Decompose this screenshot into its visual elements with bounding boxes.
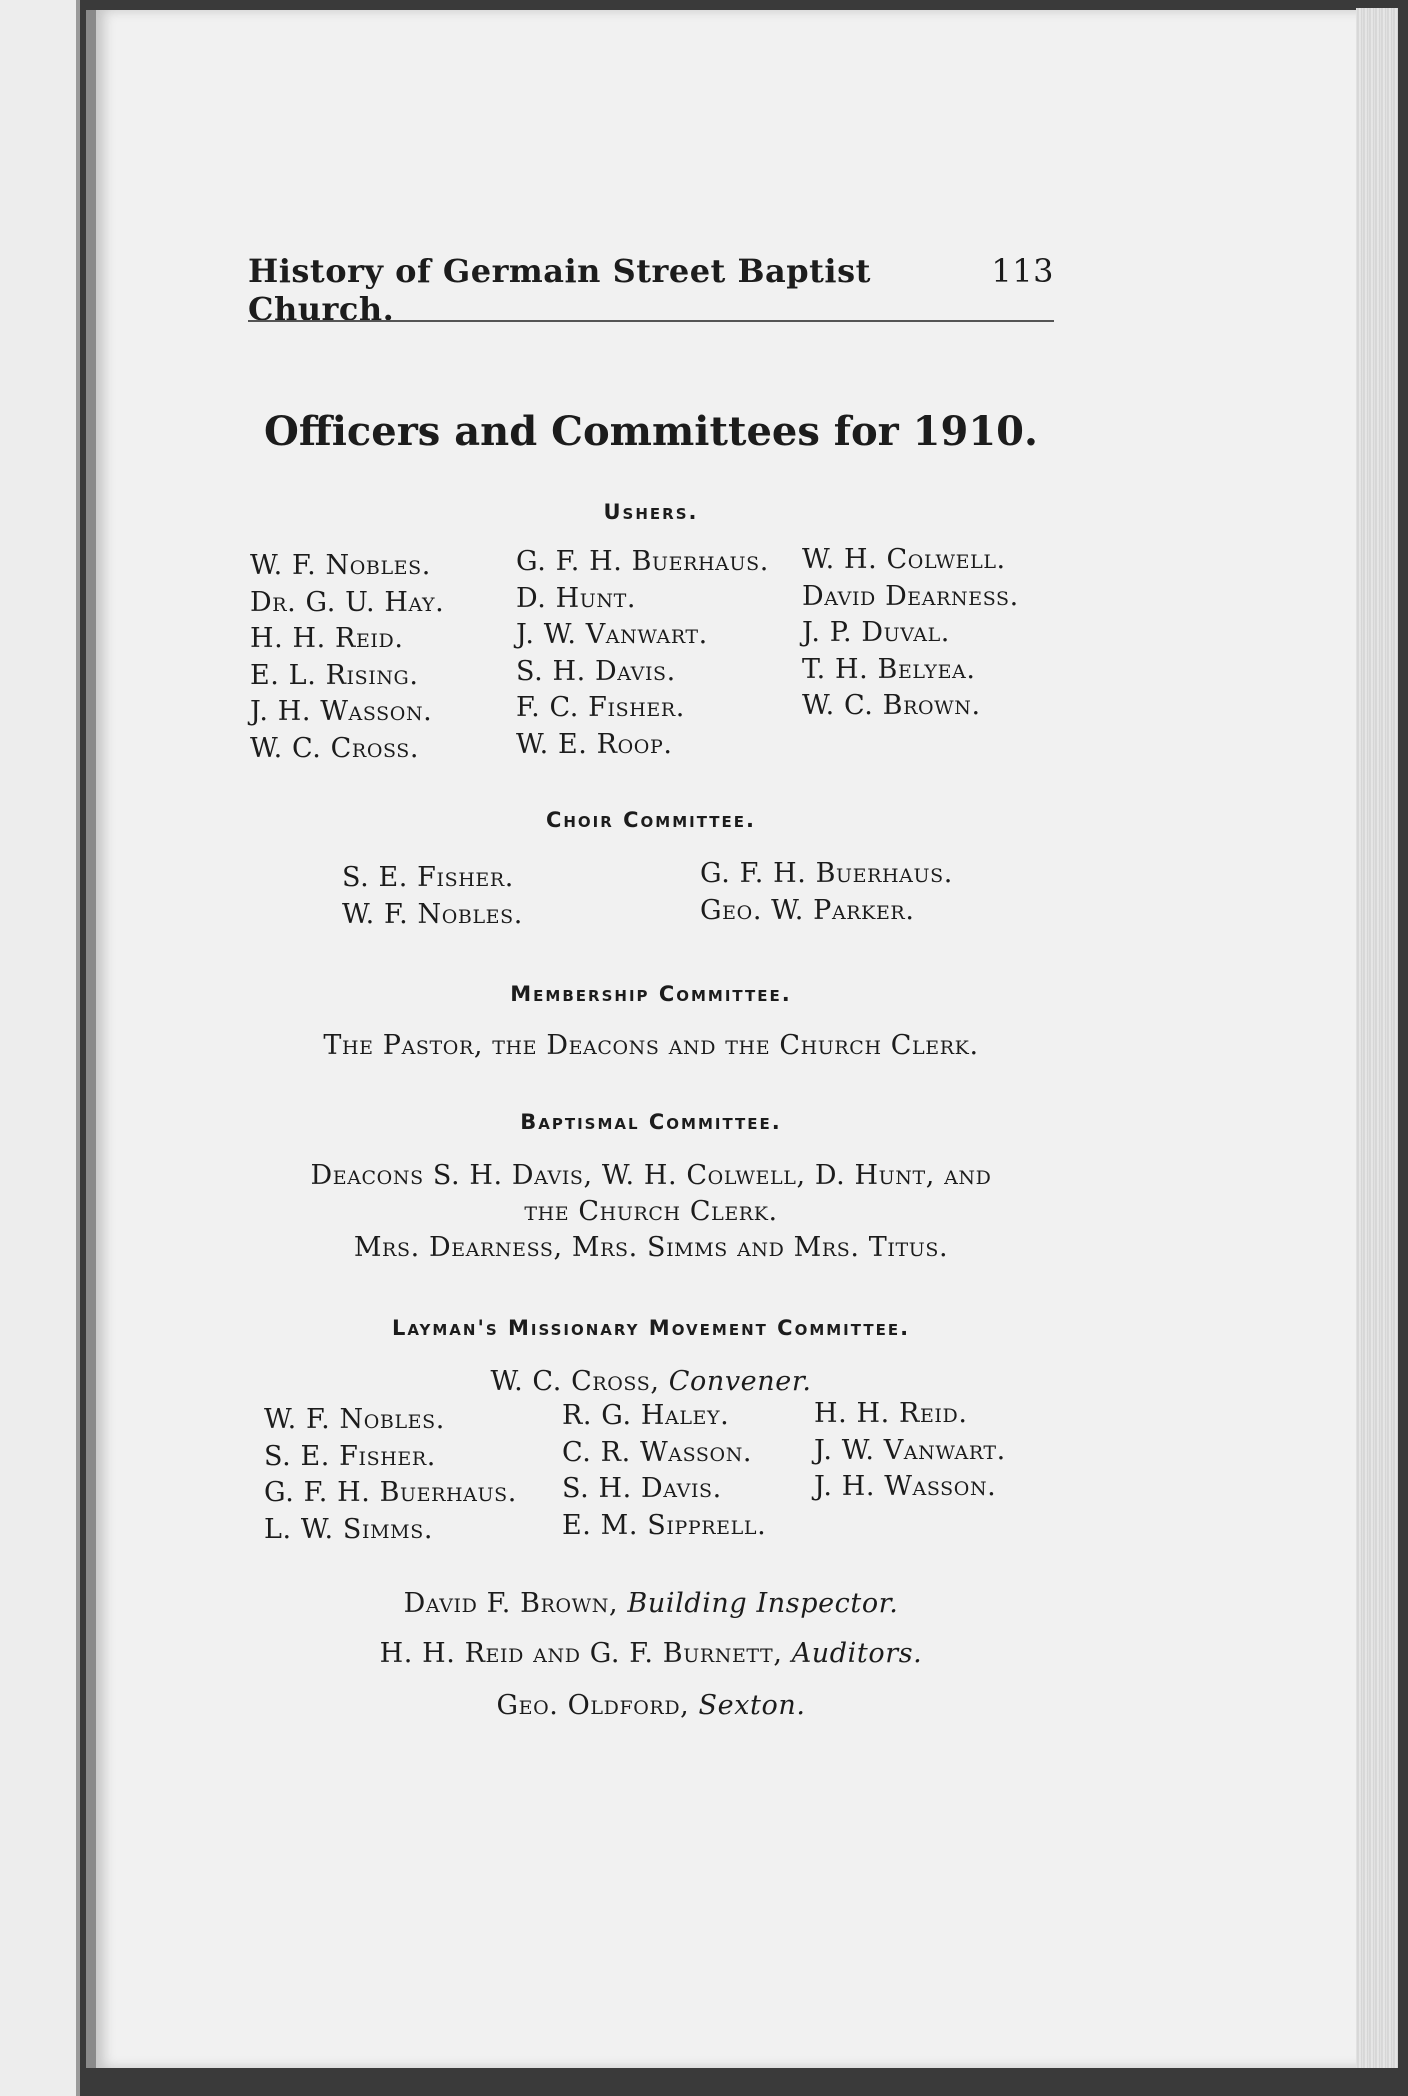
ushers-heading: Ushers. [603, 500, 699, 524]
list-item: F. C. Fisher. [516, 692, 685, 723]
list-item: W. C. Cross. [250, 732, 420, 764]
list-item: L. W. Simms. [264, 1513, 434, 1545]
list-item: W. E. Roop. [516, 728, 673, 760]
list-item: E. M. Sipprell. [562, 1509, 767, 1541]
laymans-column-1 [264, 1402, 517, 1548]
auditors-names: H. H. Reid and G. F. Burnett, [379, 1638, 783, 1669]
list-item: J. P. Duval. [802, 617, 950, 648]
convener-line [248, 1366, 1054, 1397]
auditors-line [248, 1638, 1054, 1669]
ushers-column-3 [802, 542, 1019, 725]
convener-role: Convener. [668, 1366, 812, 1397]
header-rule [248, 320, 1054, 322]
list-item: D. Hunt. [516, 582, 637, 614]
baptismal-heading: Baptismal Committee. [520, 1110, 782, 1134]
running-head-title: History of Germain Street Baptist Church. [248, 252, 871, 328]
list-item: T. H. Belyea. [802, 653, 976, 685]
running-head [248, 252, 1054, 328]
choir-column-2 [700, 856, 953, 929]
list-item: G. F. H. Buerhaus. [264, 1477, 517, 1508]
sexton-role: Sexton. [698, 1690, 806, 1721]
sexton-line [248, 1690, 1054, 1721]
list-item: S. E. Fisher. [342, 862, 514, 893]
list-item: Geo. W. Parker. [700, 894, 915, 926]
list-item: J. H. Wasson. [814, 1471, 997, 1502]
membership-members: The Pastor, the Deacons and the Church Clerk. [323, 1030, 979, 1061]
list-item: J. H. Wasson. [250, 696, 433, 727]
list-item: Dr. G. U. Hay. [250, 586, 445, 618]
membership-heading: Membership Committee. [510, 982, 792, 1006]
inspector-name: David F. Brown, [403, 1588, 619, 1619]
choir-heading: Choir Committee. [545, 808, 757, 832]
list-item: R. G. Haley. [562, 1400, 730, 1431]
laymans-heading: Layman's Missionary Movement Committee. [391, 1316, 911, 1340]
page-number: 113 [991, 252, 1054, 290]
list-item: W. F. Nobles. [342, 898, 523, 930]
ushers-column-1 [250, 548, 444, 767]
list-item: E. L. Rising. [250, 659, 419, 691]
list-item: W. F. Nobles. [264, 1404, 445, 1435]
sexton-name: Geo. Oldford, [496, 1690, 690, 1721]
list-item: S. H. Davis. [562, 1473, 722, 1504]
baptismal-line-2: the Church Clerk. [524, 1196, 778, 1227]
choir-column-1 [342, 860, 523, 933]
inspector-role: Building Inspector. [627, 1588, 899, 1619]
auditors-role: Auditors. [791, 1638, 923, 1669]
list-item: G. F. H. Buerhaus. [700, 858, 953, 889]
list-item: S. E. Fisher. [264, 1440, 436, 1472]
ushers-column-2 [516, 544, 769, 763]
list-item: H. H. Reid. [250, 623, 404, 654]
list-item: H. H. Reid. [814, 1398, 968, 1429]
list-item: W. C. Brown. [802, 690, 981, 721]
laymans-column-3 [814, 1396, 1006, 1506]
list-item: W. H. Colwell. [802, 544, 1006, 575]
building-inspector-line [248, 1588, 1054, 1619]
list-item: David Dearness. [802, 580, 1019, 612]
page-title: Officers and Committees for 1910. [264, 408, 1038, 455]
baptismal-line-1: Deacons S. H. Davis, W. H. Colwell, D. Hunt, and [310, 1160, 992, 1191]
list-item: S. H. Davis. [516, 655, 676, 687]
list-item: J. W. Vanwart. [814, 1434, 1006, 1466]
list-item: C. R. Wasson. [562, 1436, 753, 1468]
laymans-column-2 [562, 1398, 766, 1544]
baptismal-line-3: Mrs. Dearness, Mrs. Simms and Mrs. Titus. [353, 1232, 949, 1263]
list-item: J. W. Vanwart. [516, 619, 708, 650]
convener-name: W. C. Cross, [490, 1366, 660, 1397]
list-item: G. F. H. Buerhaus. [516, 546, 769, 577]
list-item: W. F. Nobles. [250, 550, 431, 581]
